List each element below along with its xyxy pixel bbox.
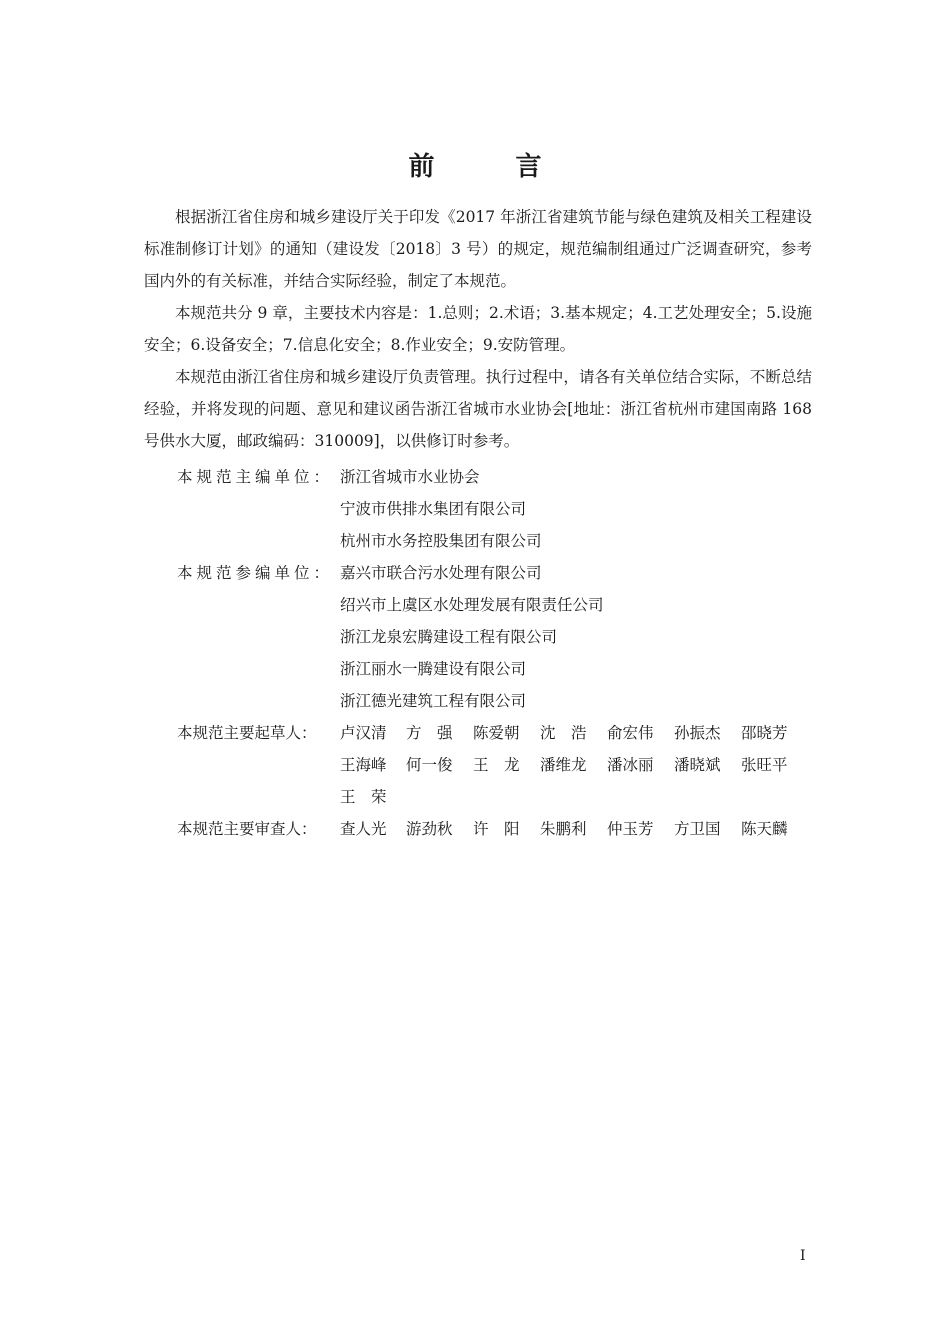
- reviewer-name: 陈天麟: [741, 820, 788, 838]
- reviewer-name: 仲玉芳: [607, 820, 654, 838]
- reviewer-name: 许 阳: [473, 820, 520, 838]
- drafter-name: 张旺平: [741, 756, 788, 774]
- participating-units-label: 本规范参编单位：: [177, 564, 334, 582]
- drafter-name: 方 强: [406, 724, 453, 742]
- drafter-name: 潘冰丽: [607, 756, 654, 774]
- participating-unit: 浙江龙泉宏腾建设工程有限公司: [340, 628, 558, 646]
- page-number: I: [800, 1248, 806, 1264]
- drafter-name: 何一俊: [406, 756, 453, 774]
- drafter-name: 潘维龙: [540, 756, 587, 774]
- drafter-name: 卢汉清: [340, 724, 387, 742]
- drafter-name: 陈爱朝: [473, 724, 520, 742]
- drafter-name: 沈 浩: [540, 724, 587, 742]
- drafter-name: 王 龙: [473, 756, 520, 774]
- drafter-name: 王 荣: [340, 788, 387, 806]
- chief-unit: 杭州市水务控股集团有限公司: [340, 532, 542, 550]
- drafter-name: 潘晓斌: [674, 756, 721, 774]
- participating-unit: 绍兴市上虞区水处理发展有限责任公司: [340, 596, 604, 614]
- drafter-name: 邵晓芳: [741, 724, 788, 742]
- drafter-name: 王海峰: [340, 756, 387, 774]
- preface-paragraph-2: 本规范共分 9 章，主要技术内容是：1.总则；2.术语；3.基本规定；4.工艺处理安全；5.设施安全；6.设备安全；7.信息化安全；8.作业安全；9.安防管理。: [144, 304, 812, 354]
- participating-unit: 浙江丽水一腾建设有限公司: [340, 660, 527, 678]
- preface-paragraph-1: 根据浙江省住房和城乡建设厅关于印发《2017 年浙江省建筑节能与绿色建筑及相关工程建设标准制修订计划》的通知（建设发〔2018〕3 号）的规定，规范编制组通过广泛调查研究，参考国内外的有关标准，并结合实际经验，制定了本规范。: [144, 208, 812, 290]
- drafter-name: 孙振杰: [674, 724, 721, 742]
- chief-unit: 浙江省城市水业协会: [340, 468, 480, 486]
- participating-unit: 浙江德光建筑工程有限公司: [340, 692, 527, 710]
- reviewer-name: 游劲秋: [406, 820, 453, 838]
- reviewers-label: 本规范主要审查人：: [177, 820, 317, 838]
- participating-unit: 嘉兴市联合污水处理有限公司: [340, 564, 542, 582]
- reviewer-name: 朱鹏利: [540, 820, 587, 838]
- drafter-name: 俞宏伟: [607, 724, 654, 742]
- page-title: 前 言: [408, 152, 578, 182]
- chief-unit: 宁波市供排水集团有限公司: [340, 500, 527, 518]
- reviewer-name: 查人光: [340, 820, 387, 838]
- reviewer-name: 方卫国: [674, 820, 721, 838]
- preface-paragraph-3: 本规范由浙江省住房和城乡建设厅负责管理。执行过程中，请各有关单位结合实际，不断总结经验，并将发现的问题、意见和建议函告浙江省城市水业协会[地址：浙江省杭州市建国南路 168 号供水大厦，邮政编码：310009]，以供修订时参考。: [144, 368, 812, 450]
- drafters-label: 本规范主要起草人：: [177, 724, 317, 742]
- chief-units-label: 本规范主编单位：: [177, 468, 334, 486]
